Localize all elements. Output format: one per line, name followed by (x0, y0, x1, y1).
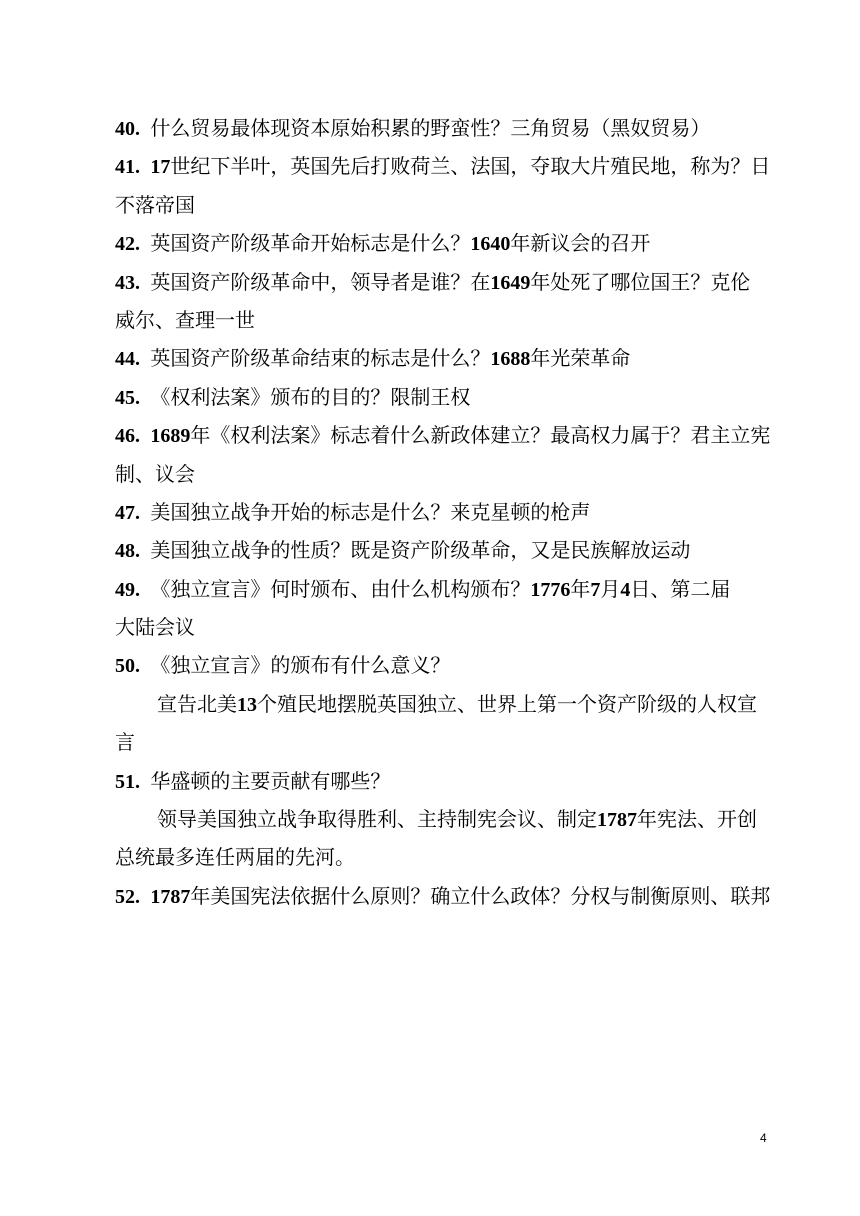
question-46 (115, 416, 775, 454)
answer-51-continued (115, 838, 775, 876)
bold-year: 1787 (150, 885, 191, 908)
question-number: 42. (115, 233, 140, 256)
question-51 (115, 762, 775, 800)
question-number: 48. (115, 540, 140, 563)
question-45 (115, 378, 775, 416)
bold-year: 1689 (150, 425, 191, 448)
question-49-continued (115, 608, 775, 646)
question-text: 年 (570, 576, 591, 601)
bold-year: 1688 (490, 348, 531, 371)
bold-year: 1776 (530, 578, 571, 601)
answer-51 (115, 800, 775, 838)
bold-day: 4 (620, 578, 631, 601)
question-number: 46. (115, 425, 140, 448)
question-41 (115, 147, 775, 185)
question-50 (115, 646, 775, 684)
question-text: 不落帝国 (115, 192, 195, 217)
bold-year: 1787 (597, 809, 637, 832)
question-41-continued (115, 186, 775, 224)
question-number: 50. (115, 655, 140, 678)
question-text: 大陆会议 (115, 615, 195, 640)
question-text: 英国资产阶级革命开始标志是什么？ (150, 231, 471, 256)
bold-year: 1640 (470, 233, 511, 256)
question-number: 47. (115, 501, 140, 524)
answer-text: 领导美国独立战争取得胜利、主持制宪会议、制定 (157, 807, 597, 832)
page-number: 4 (760, 1131, 767, 1145)
question-text: 《独立宣言》的颁布有什么意义？ (150, 653, 451, 678)
question-text: 日、第二届 (630, 576, 731, 601)
question-text: 年新议会的召开 (510, 231, 651, 256)
question-number: 40. (115, 118, 140, 140)
question-text: 年美国宪法依据什么原则？确立什么政体？分权与制衡原则、联邦 (190, 883, 771, 908)
question-text: 《权利法案》颁布的目的？限制王权 (150, 384, 471, 409)
bold-year: 1649 (490, 271, 531, 294)
question-text: 威尔、查理一世 (115, 307, 255, 332)
answer-50-continued (115, 723, 775, 761)
question-text: 制、议会 (115, 461, 195, 486)
question-text: 美国独立战争的性质？既是资产阶级革命，又是民族解放运动 (150, 538, 691, 563)
answer-text: 个殖民地摆脱英国独立、世界上第一个资产阶级的人权宣 (257, 691, 757, 716)
answer-text: 宣告北美 (157, 691, 237, 716)
document-body (115, 109, 775, 915)
bold-year: 17 (150, 156, 171, 179)
answer-text: 总统最多连任两届的先河。 (115, 845, 355, 870)
question-52 (115, 877, 775, 915)
question-text: 世纪下半叶，英国先后打败荷兰、法国，夺取大片殖民地，称为？日 (170, 154, 771, 179)
question-43-continued (115, 301, 775, 339)
question-number: 41. (115, 156, 140, 179)
question-number: 45. (115, 386, 140, 409)
bold-number: 13 (237, 693, 257, 716)
question-number: 43. (115, 271, 140, 294)
question-40 (115, 109, 775, 147)
question-44 (115, 339, 775, 377)
question-text: 美国独立战争开始的标志是什么？来克星顿的枪声 (150, 499, 591, 524)
answer-50 (115, 685, 775, 723)
question-text: 年《权利法案》标志着什么新政体建立？最高权力属于？君主立宪 (190, 423, 771, 448)
question-text: 英国资产阶级革命中，领导者是谁？在 (150, 269, 491, 294)
question-text: 月 (600, 576, 621, 601)
question-text: 年处死了哪位国王？克伦 (530, 269, 751, 294)
question-42 (115, 224, 775, 262)
question-number: 52. (115, 885, 140, 908)
question-text: 《独立宣言》何时颁布、由什么机构颁布？ (150, 576, 531, 601)
question-number: 51. (115, 770, 140, 793)
question-43 (115, 263, 775, 301)
question-47 (115, 493, 775, 531)
bold-month: 7 (590, 578, 601, 601)
answer-text: 言 (115, 730, 135, 755)
question-number: 49. (115, 578, 140, 601)
question-49 (115, 570, 775, 608)
answer-text: 年宪法、开创 (637, 807, 757, 832)
question-48 (115, 531, 775, 569)
question-number: 44. (115, 348, 140, 371)
question-text: 什么贸易最体现资本原始积累的野蛮性？三角贸易（黑奴贸易） (150, 116, 711, 140)
question-46-continued (115, 455, 775, 493)
question-text: 华盛顿的主要贡献有哪些？ (150, 768, 391, 793)
question-text: 英国资产阶级革命结束的标志是什么？ (150, 346, 491, 371)
question-text: 年光荣革命 (530, 346, 631, 371)
